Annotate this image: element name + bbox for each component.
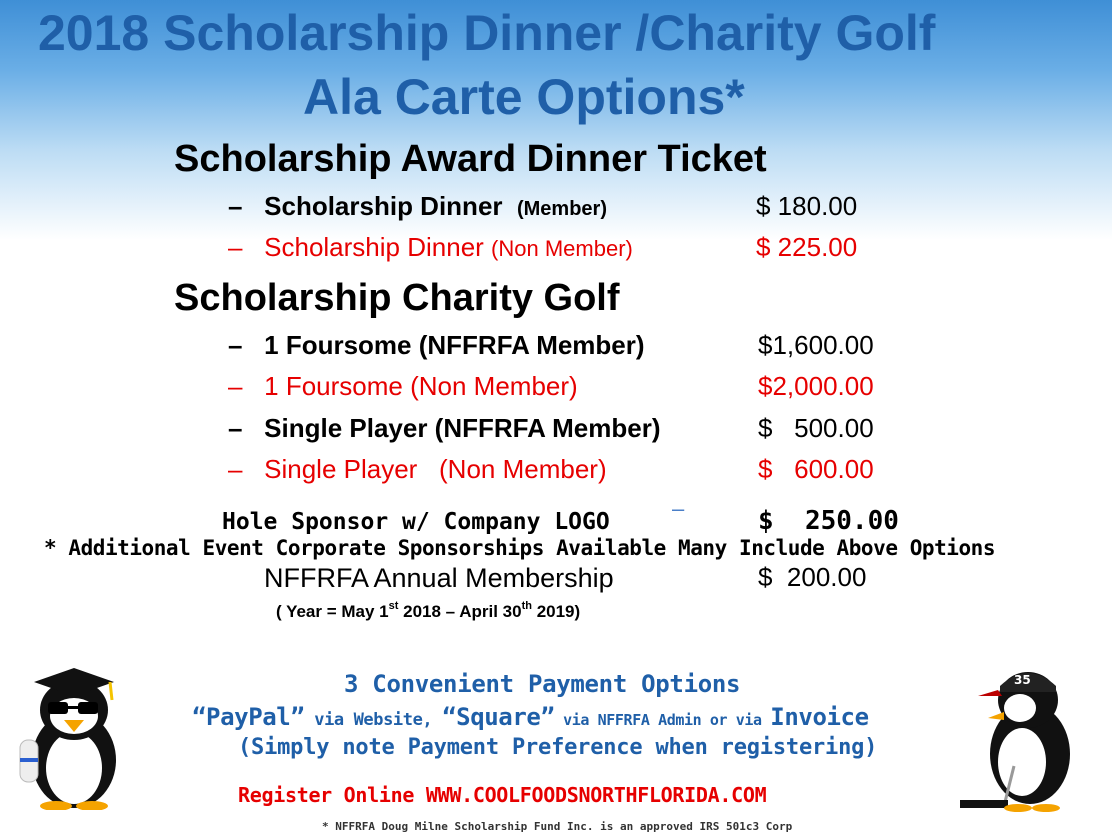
- payment-heading: 3 Convenient Payment Options: [344, 670, 741, 698]
- item-name: 1 Foursome (NFFRFA Member): [264, 330, 645, 360]
- item-name: Single Player (NFFRFA Member): [264, 413, 661, 443]
- dinner-price-nonmember: $ 225.00: [756, 232, 858, 262]
- dinner-price-member: $ 180.00: [756, 191, 858, 221]
- year-middle: 2018 – April 30: [398, 602, 522, 621]
- square-label: “Square”: [442, 703, 555, 731]
- golfer-penguin-icon: [958, 656, 1088, 814]
- year-sup-th: th: [521, 600, 532, 612]
- membership-year: [276, 600, 580, 622]
- golf-price-foursome-nonmember: $2,000.00: [758, 371, 874, 401]
- paypal-label: “PayPal”: [192, 703, 305, 731]
- sponsorship-note: * Additional Event Corporate Sponsorships Available Many Include Above Options: [44, 536, 996, 560]
- via-website: via Website,: [304, 710, 443, 730]
- register-label: Register Online: [238, 783, 426, 807]
- dinner-item-member: [228, 193, 607, 219]
- bullet: –: [228, 371, 243, 401]
- golf-item-foursome-member: [228, 332, 645, 358]
- membership-price: $ 200.00: [758, 562, 867, 592]
- item-name: Single Player (Non Member): [264, 454, 607, 484]
- item-name: Scholarship Dinner: [264, 232, 484, 262]
- item-name: Scholarship Dinner: [264, 191, 503, 221]
- golf-price-single-nonmember: $ 600.00: [758, 454, 874, 484]
- hole-sponsor-price: $ 250.00: [758, 506, 899, 536]
- payment-note: (Simply note Payment Preference when registering): [238, 735, 878, 760]
- golf-price-single-member: $ 500.00: [758, 413, 874, 443]
- register-url-link[interactable]: WWW.COOLFOODSNORTHFLORIDA.COM: [425, 783, 767, 807]
- footer-note: * NFFRFA Doug Milne Scholarship Fund Inc. is an approved IRS 501c3 Corp: [322, 820, 793, 833]
- item-qualifier: (Member): [516, 198, 607, 220]
- golf-item-single-member: [228, 415, 660, 441]
- page-title-line2: Ala Carte Options*: [303, 69, 745, 125]
- graduate-penguin-icon: [14, 660, 134, 810]
- bullet: –: [228, 413, 243, 443]
- golf-heading: Scholarship Charity Golf: [174, 277, 620, 319]
- hole-sponsor-label: Hole Sponsor w/ Company LOGO: [222, 509, 610, 535]
- dinner-item-nonmember: [228, 234, 633, 260]
- membership-label: NFFRFA Annual Membership: [264, 563, 614, 593]
- golf-item-single-nonmember: [228, 456, 607, 482]
- year-sup-st: st: [388, 600, 399, 612]
- bullet: –: [228, 191, 243, 221]
- page-title-line1: 2018 Scholarship Dinner /Charity Golf: [38, 5, 936, 61]
- bullet: –: [228, 454, 243, 484]
- register-line: [238, 783, 766, 807]
- golf-item-foursome-nonmember: [228, 373, 578, 399]
- golf-price-foursome-member: $1,600.00: [758, 330, 874, 360]
- via-admin: via NFFRFA Admin or via: [554, 711, 771, 729]
- item-qualifier: (Non Member): [491, 236, 633, 261]
- hole-sponsor-dash: –: [672, 496, 685, 521]
- payment-methods: [192, 703, 869, 731]
- dinner-heading: Scholarship Award Dinner Ticket: [174, 138, 767, 180]
- bullet: –: [228, 232, 243, 262]
- invoice-label: Invoice: [770, 703, 869, 731]
- year-suffix: 2019): [531, 602, 581, 621]
- svg-text:35: 35: [1014, 673, 1031, 687]
- item-name: 1 Foursome (Non Member): [264, 371, 578, 401]
- bullet: –: [228, 330, 243, 360]
- year-prefix: ( Year = May 1: [276, 602, 389, 621]
